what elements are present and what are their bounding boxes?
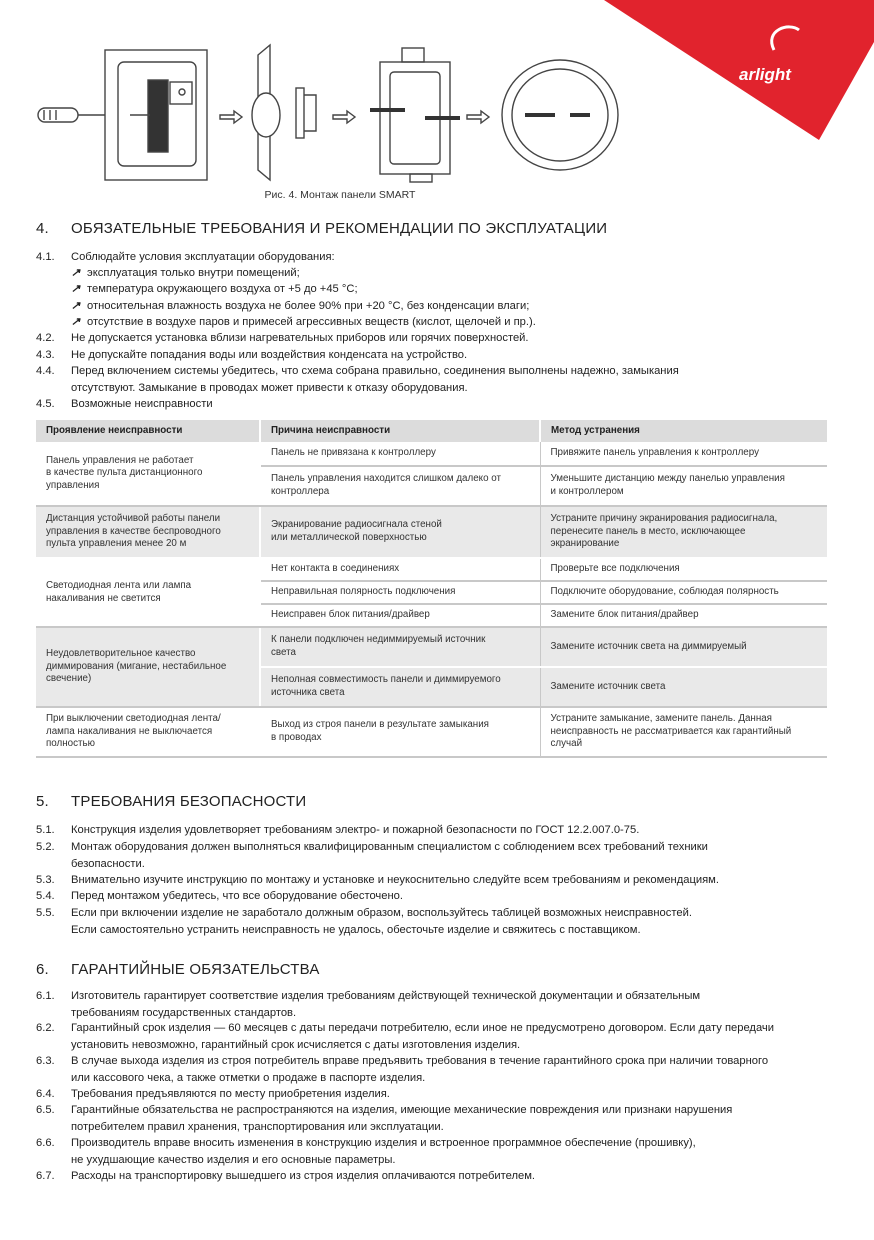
- item-text: или кассового чека, а также отметки о продаже в паспорте изделия.: [71, 1071, 426, 1084]
- item-text: Если при включении изделие не заработало должным образом, воспользуйтесь таблицей возможных неисправностей.: [71, 907, 692, 919]
- item-text: Перед монтажом убедитесь, что все оборудование обесточено.: [71, 890, 403, 902]
- condition-item: [71, 281, 358, 298]
- logo-text: arlight: [739, 65, 791, 84]
- column-header: Метод устранения: [540, 420, 827, 442]
- arrow-right-icon: [467, 111, 489, 123]
- cause-cell: Неисправен блок питания/драйвер: [260, 604, 540, 627]
- section-title: ТРЕБОВАНИЯ БЕЗОПАСНОСТИ: [71, 793, 307, 810]
- symptom-cell: Дистанция устойчивой работы панели управления в качестве беспроводного пульта управления менее 20 м: [36, 506, 260, 558]
- item-text: Изготовитель гарантирует соответствие изделия требованиям действующей технической документации и обязательным: [71, 990, 701, 1002]
- cause-cell: Панель не привязана к контроллеру: [260, 442, 540, 466]
- list-item: [36, 1086, 836, 1103]
- section-number: 5.: [36, 793, 49, 810]
- item-text: Если самостоятельно устранить неисправность не удалось, обесточьте изделие и свяжитесь с поставщиком.: [71, 923, 641, 936]
- section-4-heading: [36, 220, 607, 237]
- table-row: [36, 442, 827, 466]
- condition-item: [71, 265, 300, 282]
- mounting-frame-icon: [370, 48, 460, 182]
- item-number: 5.5.: [36, 907, 55, 919]
- item-text: установить невозможно, гарантийный срок исчисляется с даты изготовления изделия.: [71, 1038, 521, 1051]
- item-text: Соблюдайте условия эксплуатации оборудования:: [71, 251, 335, 263]
- item-text: Гарантийные обязательства не распространяются на изделия, имеющие механические повреждения или признаки нарушения: [71, 1104, 733, 1116]
- list-item: [36, 396, 836, 413]
- fix-cell: Устраните замыкание, замените панель. Данная неисправность не рассматривается как гарантийный случай: [540, 707, 827, 757]
- symptom-cell: При выключении светодиодная лента/ лампа накаливания не выключается полностью: [36, 707, 260, 757]
- item-text: Расходы на транспортировку вышедшего из строя изделия оплачиваются потребителем.: [71, 1170, 536, 1182]
- figure-caption: Рис. 4. Монтаж панели SMART: [264, 189, 416, 201]
- cause-cell: Панель управления находится слишком далеко от контроллера: [260, 466, 540, 506]
- item-number: 5.1.: [36, 824, 55, 836]
- item-text: безопасности.: [71, 857, 145, 870]
- item-text: Перед включением системы убедитесь, что схема собрана правильно, соединения выполнены надежно, замыкания: [71, 365, 679, 377]
- table-row: [36, 627, 827, 667]
- section-title: ОБЯЗАТЕЛЬНЫЕ ТРЕБОВАНИЯ И РЕКОМЕНДАЦИИ ПО ЭКСПЛУАТАЦИИ: [71, 220, 608, 237]
- list-item: [36, 905, 836, 938]
- section-number: 4.: [36, 220, 49, 237]
- bullet-arrow-icon: ↗: [71, 267, 81, 279]
- list-item: [36, 1102, 836, 1135]
- item-number: 4.4.: [36, 365, 55, 377]
- list-item: [36, 330, 836, 347]
- fix-cell: Устраните причину экранирования радиосигнала, перенесите панель в место, исключающее экранирование: [540, 506, 827, 558]
- bullet-arrow-icon: ↗: [71, 283, 81, 295]
- list-item: [36, 1168, 836, 1185]
- fix-cell: Подключите оборудование, соблюдая полярность: [540, 581, 827, 604]
- item-text: Производитель вправе вносить изменения в конструкцию изделия и встроенное программное обеспечение (прошивку),: [71, 1137, 696, 1149]
- item-number: 5.2.: [36, 841, 55, 853]
- item-text: Возможные неисправности: [71, 398, 213, 410]
- condition-item: [71, 298, 529, 315]
- cause-cell: Неправильная полярность подключения: [260, 581, 540, 604]
- item-number: 4.1.: [36, 251, 55, 263]
- item-text: Внимательно изучите инструкцию по монтажу и установке и неукоснительно следуйте всем требованиям и рекомендациям.: [71, 874, 719, 886]
- condition-text: температура окружающего воздуха от +5 до +45 °C;: [87, 283, 358, 295]
- troubleshooting-table: [36, 420, 827, 758]
- symptom-cell: Неудовлетворительное качество диммирования (мигание, нестабильное свечение): [36, 627, 260, 707]
- section-title: ГАРАНТИЙНЫЕ ОБЯЗАТЕЛЬСТВА: [71, 961, 320, 978]
- cause-cell: Нет контакта в соединениях: [260, 558, 540, 581]
- table-row: [36, 558, 827, 581]
- cause-cell: Неполная совместимость панели и диммируемого источника света: [260, 667, 540, 707]
- item-number: 4.3.: [36, 349, 55, 361]
- wall-box-icon: [502, 60, 618, 170]
- item-text: Гарантийный срок изделия — 60 месяцев с даты передачи потребителю, если иное не предусмотрено договором. Если дату передачи: [71, 1022, 775, 1034]
- mounting-figure: [30, 40, 650, 185]
- item-text: Конструкция изделия удовлетворяет требованиям электро- и пожарной безопасности по ГОСТ 12.2.007.0-75.: [71, 824, 640, 836]
- table-header-row: [36, 420, 827, 442]
- item-number: 6.2.: [36, 1022, 55, 1034]
- item-number: 6.5.: [36, 1104, 55, 1116]
- cause-cell: Экранирование радиосигнала стеной или металлической поверхностью: [260, 506, 540, 558]
- list-item: [36, 988, 836, 1021]
- section-number: 6.: [36, 961, 49, 978]
- fix-cell: Проверьте все подключения: [540, 558, 827, 581]
- list-item: [36, 1135, 836, 1168]
- item-number: 5.4.: [36, 890, 55, 902]
- item-number: 6.3.: [36, 1055, 55, 1067]
- condition-text: эксплуатация только внутри помещений;: [87, 267, 300, 279]
- list-item: [36, 1053, 836, 1086]
- list-item: [36, 249, 836, 266]
- list-item: [36, 888, 836, 905]
- fix-cell: Уменьшите дистанцию между панелью управления и контроллером: [540, 466, 827, 506]
- bullet-arrow-icon: ↗: [71, 316, 81, 328]
- item-text: отсутствуют. Замыкание в проводах может привести к отказу оборудования.: [71, 381, 468, 394]
- item-text: В случае выхода изделия из строя потребитель вправе предъявить требования в течение гарантийного срока при наличии товарного: [71, 1055, 769, 1067]
- symptom-cell: Светодиодная лента или лампа накаливания не светится: [36, 558, 260, 627]
- item-text: Требования предъявляются по месту приобретения изделия.: [71, 1088, 390, 1100]
- fix-cell: Замените источник света: [540, 667, 827, 707]
- condition-text: отсутствие в воздухе паров и примесей агрессивных веществ (кислот, щелочей и пр.).: [87, 316, 536, 328]
- fix-cell: Привяжите панель управления к контроллеру: [540, 442, 827, 466]
- item-text: Не допускайте попадания воды или воздействия конденсата на устройство.: [71, 349, 468, 361]
- condition-item: [71, 314, 536, 331]
- list-item: [36, 347, 836, 364]
- table-row: [36, 707, 827, 757]
- list-item: [36, 839, 836, 872]
- fix-cell: Замените источник света на диммируемый: [540, 627, 827, 667]
- item-text: Не допускается установка вблизи нагревательных приборов или горячих поверхностей.: [71, 332, 529, 344]
- item-number: 5.3.: [36, 874, 55, 886]
- list-item: [36, 872, 836, 889]
- item-text: Монтаж оборудования должен выполняться квалифицированным специалистом с соблюдением всех требований техники: [71, 841, 708, 853]
- arrow-right-icon: [220, 111, 242, 123]
- item-number: 6.4.: [36, 1088, 55, 1100]
- list-item: [36, 1020, 836, 1053]
- panel-back-icon: [105, 50, 207, 180]
- symptom-cell: Панель управления не работает в качестве пульта дистанционного управления: [36, 442, 260, 506]
- arrow-right-icon: [333, 111, 355, 123]
- list-item: [36, 363, 836, 396]
- list-item: [36, 822, 836, 839]
- item-text: не ухудшающие качество изделия и его основные параметры.: [71, 1153, 396, 1166]
- item-number: 6.1.: [36, 990, 55, 1002]
- item-number: 6.6.: [36, 1137, 55, 1149]
- cause-cell: Выход из строя панели в результате замыкания в проводах: [260, 707, 540, 757]
- bullet-arrow-icon: ↗: [71, 300, 81, 312]
- item-number: 4.5.: [36, 398, 55, 410]
- section-6-heading: [36, 961, 320, 978]
- column-header: Причина неисправности: [260, 420, 540, 442]
- fix-cell: Замените блок питания/драйвер: [540, 604, 827, 627]
- condition-text: относительная влажность воздуха не более 90% при +20 °C, без конденсации влаги;: [87, 300, 530, 312]
- cause-cell: К панели подключен недиммируемый источник света: [260, 627, 540, 667]
- panel-front-icon: [252, 45, 316, 180]
- item-number: 4.2.: [36, 332, 55, 344]
- item-text: потребителем правил хранения, транспортирования или эксплуатации.: [71, 1120, 444, 1133]
- item-text: требованиям государственных стандартов.: [71, 1006, 297, 1019]
- item-number: 6.7.: [36, 1170, 55, 1182]
- section-5-heading: [36, 793, 306, 810]
- table-row: [36, 506, 827, 558]
- column-header: Проявление неисправности: [36, 420, 260, 442]
